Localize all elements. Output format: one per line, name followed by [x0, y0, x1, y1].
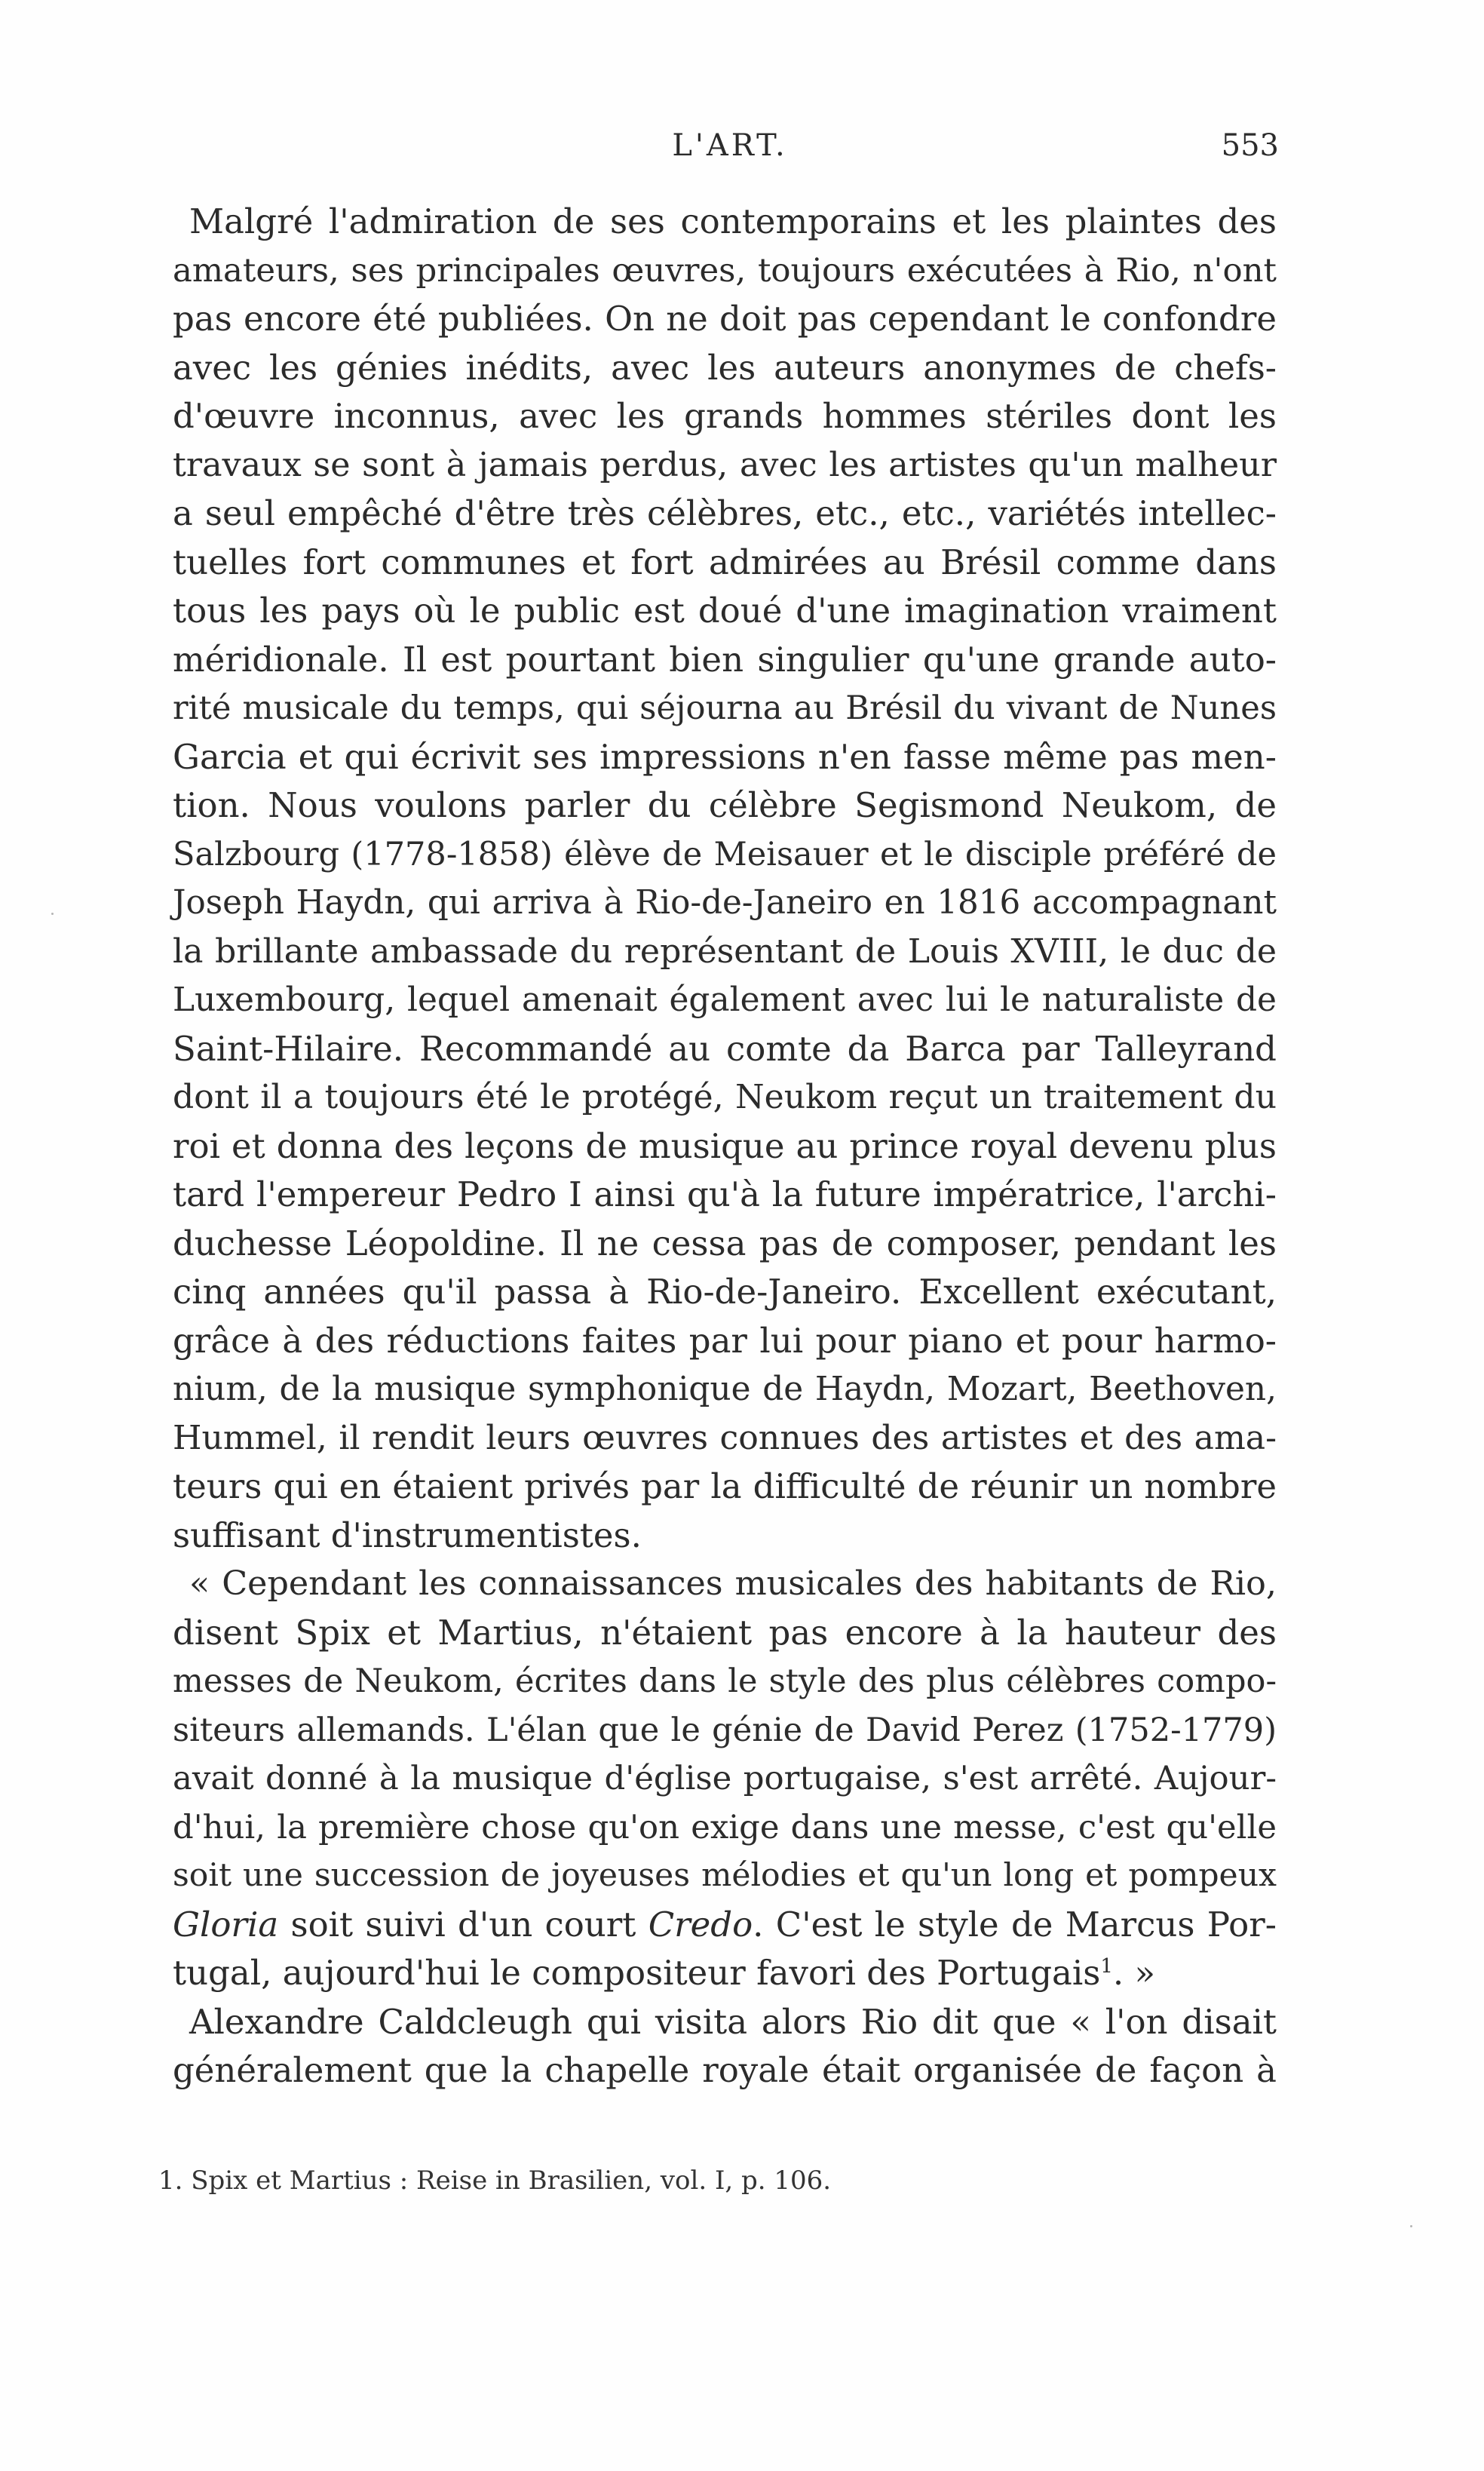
text-line: Garcia et qui écrivit ses impressions n'en fasse même pas men- [173, 736, 1277, 777]
text-line: duchesse Léopoldine. Il ne cessa pas de composer, pendant les [173, 1223, 1277, 1263]
text-line: avec les génies inédits, avec les auteurs anonymes de chefs- [173, 347, 1277, 388]
text-line: Alexandre Caldcleugh qui visita alors Rio dit que « l'on disait [189, 2001, 1277, 2042]
text-line: tion. Nous voulons parler du célèbre Segismond Neukom, de [173, 785, 1277, 825]
text-line: travaux se sont à jamais perdus, avec les artistes qu'un malheur [173, 445, 1277, 484]
footnote: 1. Spix et Martius : Reise in Brasilien, vol. I, p. 106. [158, 2166, 832, 2196]
text-line: d'hui, la première chose qu'on exige dans une messe, c'est qu'elle [173, 1808, 1277, 1846]
text-line: avait donné à la musique d'église portugaise, s'est arrêté. Aujour- [173, 1760, 1277, 1797]
text-line: tous les pays où le public est doué d'une imagination vraiment [173, 591, 1277, 631]
text-line: « Cependant les connaissances musicales des habitants de Rio, [189, 1564, 1277, 1603]
running-title: L'ART. [672, 128, 788, 163]
portugal-text: tugal, aujourd'hui le compositeur favori des Portugais [173, 1953, 1101, 1993]
paper-speck [1410, 2225, 1412, 2227]
text-line: Saint-Hilaire. Recommandé au comte da Barca par Talleyrand [173, 1028, 1277, 1069]
gloria-italic: Gloria [173, 1904, 279, 1945]
text-line: nium, de la musique symphonique de Haydn, Mozart, Beethoven, [173, 1370, 1277, 1408]
text-line: généralement que la chapelle royale était organisée de façon à [173, 2050, 1277, 2090]
text-line: grâce à des réductions faites par lui pour piano et pour harmo- [173, 1320, 1277, 1361]
text-line: pas encore été publiées. On ne doit pas cependant le confondre [173, 299, 1277, 339]
text-line: Joseph Haydn, qui arriva à Rio-de-Janeiro en 1816 accompagnant [173, 884, 1277, 922]
text-line: cinq années qu'il passa à Rio-de-Janeiro. Excellent exécutant, [173, 1272, 1277, 1312]
gloria-middle: soit suivi d'un court [278, 1904, 648, 1945]
text-line: Malgré l'admiration de ses contemporains et les plaintes des [189, 201, 1277, 241]
running-head [181, 119, 1279, 172]
text-line: tard l'empereur Pedro I ainsi qu'à la future impératrice, l'archi- [173, 1174, 1277, 1214]
text-line: suffisant d'instrumentistes. [173, 1515, 642, 1555]
paper-speck [51, 913, 54, 915]
page-number: 553 [1221, 128, 1279, 163]
text-line: teurs qui en étaient privés par la difficulté de réunir un nombre [173, 1466, 1277, 1506]
text-line: dont il a toujours été le protégé, Neukom reçut un traitement du [173, 1078, 1277, 1116]
text-line: messes de Neukom, écrites dans le style des plus célèbres compo- [173, 1662, 1277, 1700]
text-line: disent Spix et Martius, n'étaient pas encore à la hauteur des [173, 1612, 1277, 1653]
text-line: Salzbourg (1778-1858) élève de Meisauer et le disciple préféré de [173, 835, 1277, 873]
credo-italic: Credo [648, 1904, 753, 1945]
text-line: soit une succession de joyeuses mélodies et qu'un long et pompeux [173, 1857, 1277, 1894]
body-text [173, 198, 1277, 2095]
text-line: méridionale. Il est pourtant bien singulier qu'une grande auto- [173, 639, 1277, 680]
text-line: Luxembourg, lequel amenait également avec lui le naturaliste de [173, 981, 1277, 1019]
text-line: la brillante ambassade du représentant de Louis XVIII, le duc de [173, 932, 1277, 971]
text-line: d'œuvre inconnus, avec les grands hommes stériles dont les [173, 396, 1277, 436]
gloria-end: . C'est le style de Marcus Por- [753, 1904, 1277, 1945]
portugal-close: . » [1112, 1953, 1156, 1993]
text-line: rité musicale du temps, qui séjourna au Brésil du vivant de Nunes [173, 689, 1277, 727]
text-line-portugal [173, 1949, 1277, 1998]
footnote-ref: 1 [1100, 1955, 1113, 1978]
text-line: a seul empêché d'être très célèbres, etc., etc., variétés intellec- [173, 493, 1277, 533]
text-line-gloria [173, 1901, 1277, 1950]
text-line: siteurs allemands. L'élan que le génie de David Perez (1752-1779) [173, 1711, 1277, 1749]
text-line: tuelles fort communes et fort admirées au Brésil comme dans [173, 542, 1277, 582]
text-line: amateurs, ses principales œuvres, toujours exécutées à Rio, n'ont [173, 251, 1277, 290]
text-line: roi et donna des leçons de musique au prince royal devenu plus [173, 1125, 1277, 1166]
text-line: Hummel, il rendit leurs œuvres connues des artistes et des ama- [173, 1418, 1277, 1457]
